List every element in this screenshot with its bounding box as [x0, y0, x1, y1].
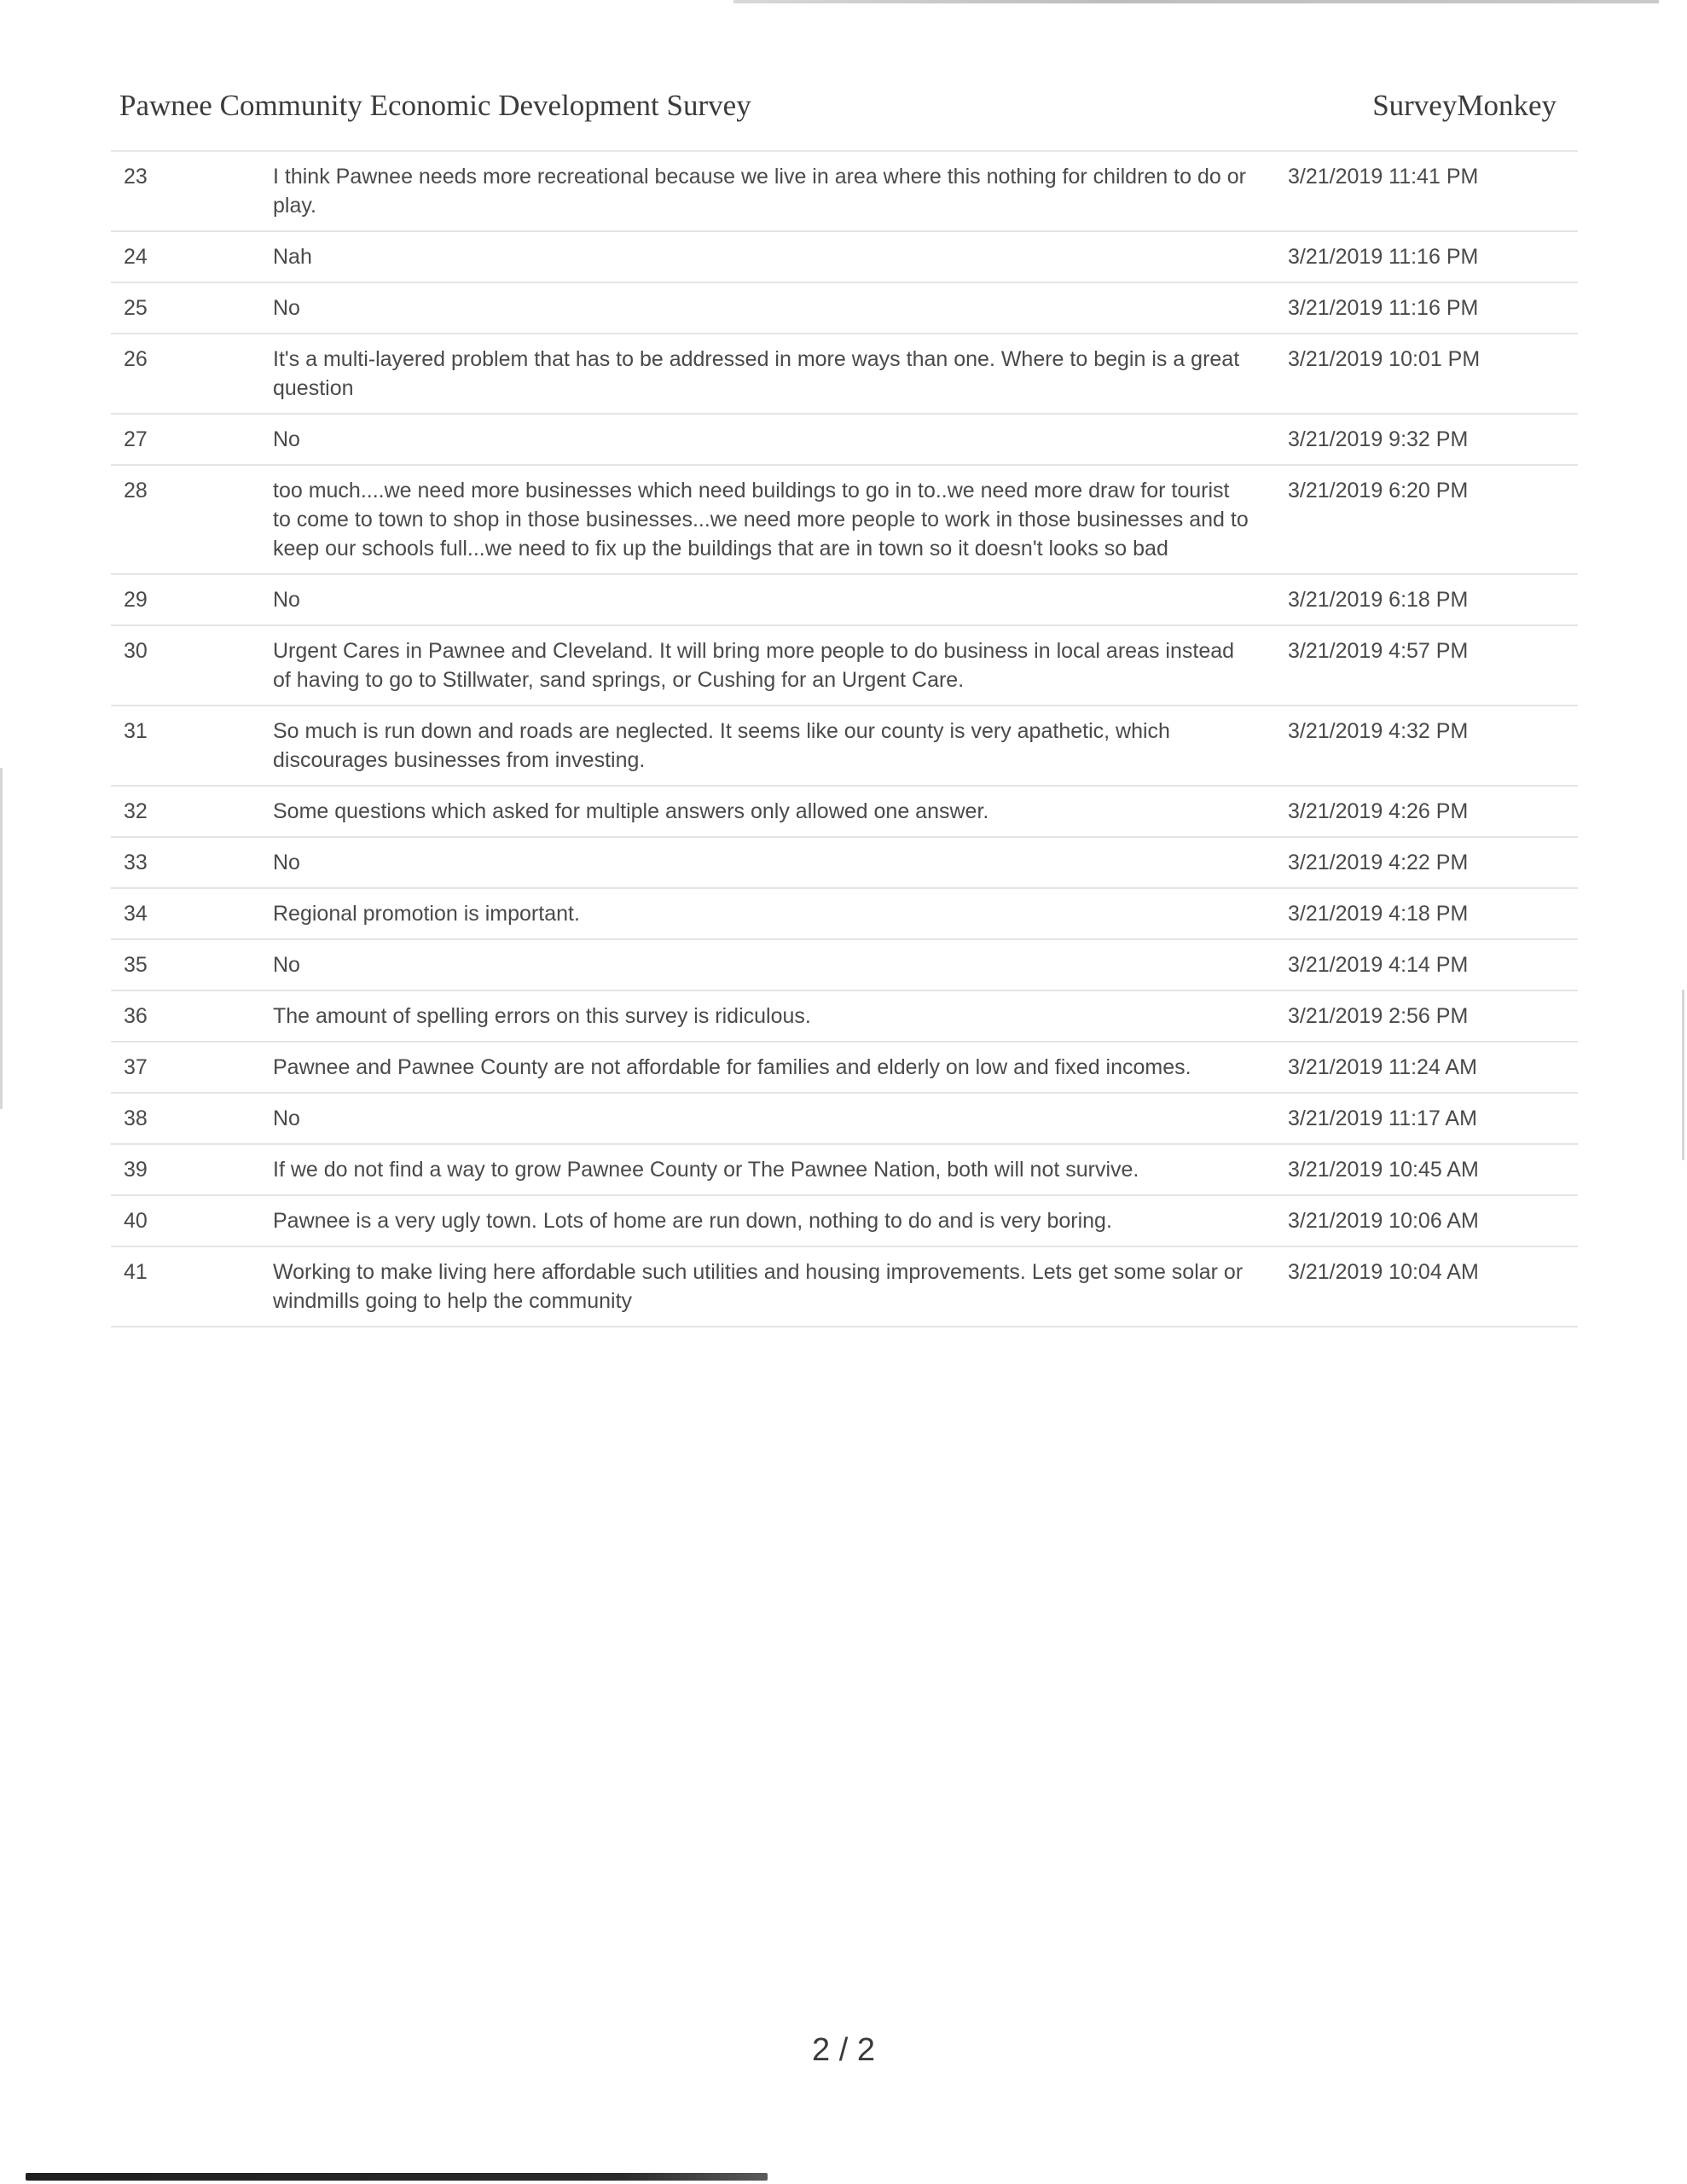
- response-number: 28: [124, 479, 148, 502]
- response-text: Pawnee and Pawnee County are not affordable for families and elderly on low and fixed incomes.: [273, 1055, 1191, 1079]
- page-header: [119, 89, 1557, 131]
- table-row: [111, 466, 1578, 575]
- response-text: Some questions which asked for multiple answers only allowed one answer.: [273, 799, 989, 823]
- response-number: 41: [124, 1260, 148, 1284]
- response-text: It's a multi-layered problem that has to be addressed in more ways than one. Where to begin is a great question: [273, 347, 1240, 400]
- response-number: 40: [124, 1209, 148, 1233]
- response-text: No: [273, 851, 300, 874]
- response-number: 25: [124, 296, 148, 320]
- response-date: 3/21/2019 4:18 PM: [1288, 902, 1469, 926]
- response-text: No: [273, 953, 300, 977]
- response-text: Regional promotion is important.: [273, 902, 580, 926]
- table-row: [111, 1196, 1578, 1247]
- response-number: 35: [124, 953, 148, 977]
- scan-edge-right: [1682, 990, 1684, 1160]
- response-number: 24: [124, 245, 148, 269]
- response-number: 32: [124, 799, 148, 823]
- response-text: No: [273, 296, 300, 320]
- response-date: 3/21/2019 6:18 PM: [1288, 588, 1469, 612]
- response-number: 30: [124, 639, 148, 663]
- response-number: 33: [124, 851, 148, 874]
- document-title: Pawnee Community Economic Development Survey: [119, 89, 751, 122]
- table-row: [111, 626, 1578, 706]
- table-row: [111, 1247, 1578, 1327]
- response-date: 3/21/2019 11:16 PM: [1288, 296, 1479, 320]
- table-row: [111, 1094, 1578, 1145]
- response-date: 3/21/2019 4:22 PM: [1288, 851, 1469, 874]
- response-text: Working to make living here affordable such utilities and housing improvements. Lets get some solar or windmills going to help the community: [273, 1260, 1244, 1313]
- response-text: The amount of spelling errors on this survey is ridiculous.: [273, 1004, 811, 1028]
- table-row: [111, 838, 1578, 889]
- response-text: I think Pawnee needs more recreational because we live in area where this nothing for children to do or play.: [273, 165, 1246, 218]
- response-date: 3/21/2019 10:45 AM: [1288, 1158, 1479, 1182]
- response-date: 3/21/2019 10:04 AM: [1288, 1260, 1479, 1284]
- response-text: Nah: [273, 245, 312, 269]
- scan-edge-left: [0, 768, 3, 1109]
- response-text: No: [273, 427, 300, 451]
- response-date: 3/21/2019 2:56 PM: [1288, 1004, 1469, 1028]
- response-text: So much is run down and roads are neglected. It seems like our county is very apathetic, which discourages businesses from investing.: [273, 719, 1170, 772]
- table-row: [111, 1043, 1578, 1094]
- table-row: [111, 1145, 1578, 1196]
- table-row: [111, 940, 1578, 991]
- table-row: [111, 232, 1578, 283]
- response-date: 3/21/2019 4:57 PM: [1288, 639, 1469, 663]
- response-date: 3/21/2019 4:14 PM: [1288, 953, 1469, 977]
- response-date: 3/21/2019 6:20 PM: [1288, 479, 1469, 502]
- table-row: [111, 787, 1578, 838]
- response-number: 38: [124, 1107, 148, 1130]
- brand-name: SurveyMonkey: [1372, 89, 1557, 122]
- response-number: 37: [124, 1055, 148, 1079]
- table-row: [111, 889, 1578, 940]
- response-date: 3/21/2019 10:06 AM: [1288, 1209, 1479, 1233]
- response-number: 31: [124, 719, 148, 743]
- response-date: 3/21/2019 11:41 PM: [1288, 165, 1479, 189]
- response-date: 3/21/2019 4:32 PM: [1288, 719, 1469, 743]
- response-text: No: [273, 588, 300, 612]
- scan-edge-bottom: [26, 2173, 768, 2181]
- response-text: No: [273, 1107, 300, 1130]
- response-number: 39: [124, 1158, 148, 1182]
- response-number: 34: [124, 902, 148, 926]
- table-row: [111, 283, 1578, 334]
- table-row: [111, 991, 1578, 1043]
- table-row: [111, 706, 1578, 787]
- response-date: 3/21/2019 10:01 PM: [1288, 347, 1481, 371]
- response-date: 3/21/2019 4:26 PM: [1288, 799, 1469, 823]
- response-number: 23: [124, 165, 148, 189]
- response-date: 3/21/2019 9:32 PM: [1288, 427, 1469, 451]
- responses-table: [111, 150, 1578, 1327]
- table-row: [111, 152, 1578, 232]
- response-number: 26: [124, 347, 148, 371]
- table-row: [111, 415, 1578, 466]
- response-text: too much....we need more businesses which need buildings to go in to..we need more draw for tourist to come to town to shop in those businesses...we need more people to work in those businesses and to keep our schools full...we need to fix up the buildings that are in town so it doesn't looks so bad: [273, 479, 1249, 561]
- response-date: 3/21/2019 11:24 AM: [1288, 1055, 1477, 1079]
- response-number: 36: [124, 1004, 148, 1028]
- response-date: 3/21/2019 11:16 PM: [1288, 245, 1479, 269]
- response-number: 29: [124, 588, 148, 612]
- table-row: [111, 334, 1578, 415]
- response-date: 3/21/2019 11:17 AM: [1288, 1107, 1477, 1130]
- table-row: [111, 575, 1578, 626]
- response-text: Pawnee is a very ugly town. Lots of home are run down, nothing to do and is very boring.: [273, 1209, 1112, 1233]
- response-text: If we do not find a way to grow Pawnee County or The Pawnee Nation, both will not survive.: [273, 1158, 1139, 1182]
- response-text: Urgent Cares in Pawnee and Cleveland. It will bring more people to do business in local areas instead of having to go to Stillwater, sand springs, or Cushing for an Urgent Care.: [273, 639, 1235, 692]
- scan-edge-top: [733, 0, 1659, 3]
- page-number: 2 / 2: [812, 2032, 875, 2068]
- response-number: 27: [124, 427, 148, 451]
